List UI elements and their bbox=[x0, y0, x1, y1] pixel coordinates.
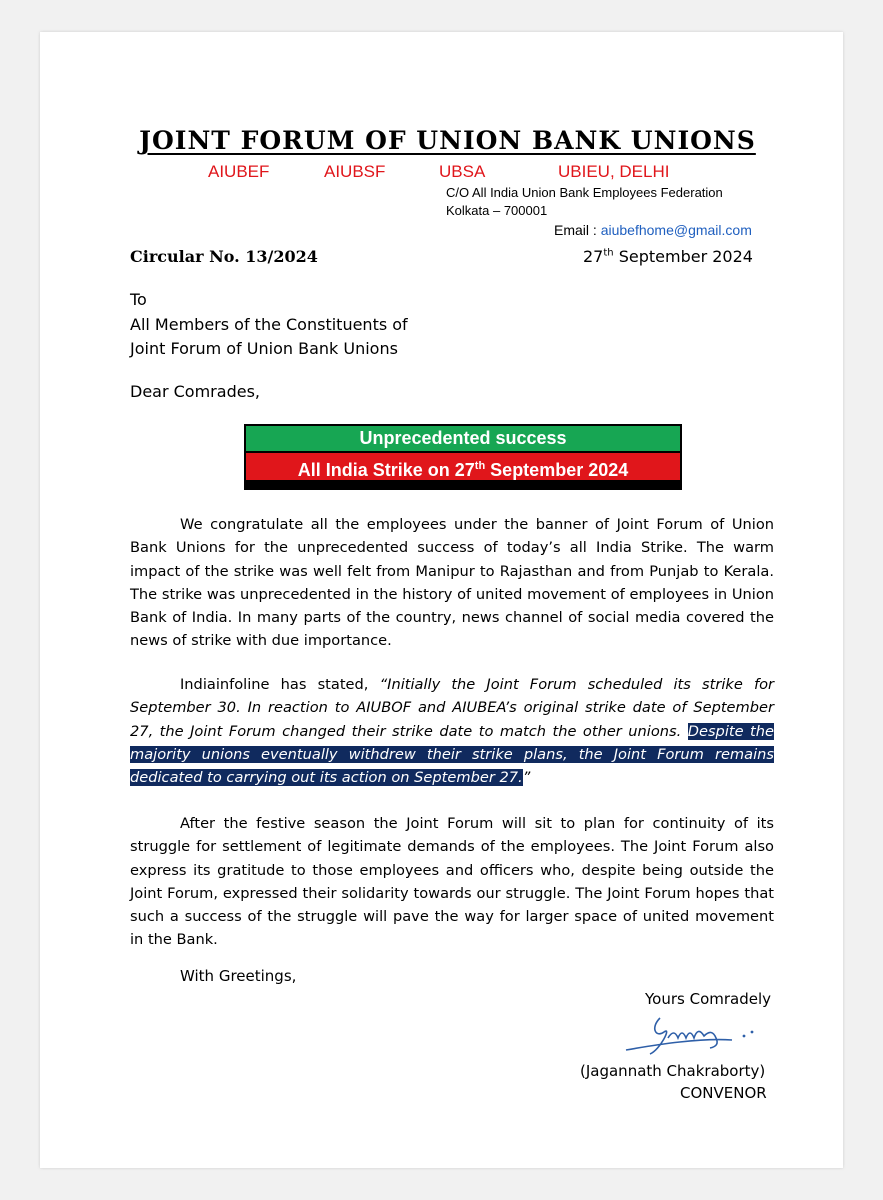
paragraph-congratulations: We congratulate all the employees under the banner of Joint Forum of Union Bank Unions for the unprecedented success of today’s all India Strike. The warm impact of the strike was well felt from Manipur to Rajasthan and from Punjab to Kerala. The strike was unprecedented in the history of united movement of employees in Union Bank of India. In many parts of the country, news channel of social media covered the news of strike with due importance. bbox=[130, 516, 774, 650]
paragraph-indiainfoline bbox=[130, 673, 774, 789]
quote-intro: Indiainfoline has stated, bbox=[180, 676, 380, 693]
date-rest: September 2024 bbox=[613, 247, 753, 266]
union-aiubef: AIUBEF bbox=[208, 162, 270, 181]
signatory-name: (Jagannath Chakraborty) bbox=[580, 1062, 766, 1080]
signature-image bbox=[620, 1010, 780, 1060]
letterhead-title: JOINT FORUM OF UNION BANK UNIONS bbox=[139, 126, 756, 155]
union-aiubsf: AIUBSF bbox=[324, 162, 386, 181]
recipient-to: To bbox=[130, 290, 147, 309]
paragraph-festive-season: After the festive season the Joint Forum will sit to plan for continuity of its struggle for settlement of legitimate demands of the employees. The Joint Forum also express its gratitude to those employees and officers who, despite being outside the Joint Forum, expressed their solidarity towards our struggle. The Joint Forum hopes that such a success of the struggle will pave the way for larger space of united movement in the Bank. bbox=[130, 815, 774, 949]
address-line-1: C/O All India Union Bank Employees Federation bbox=[446, 185, 723, 200]
signatory-role: CONVENOR bbox=[680, 1084, 767, 1102]
date-suffix: th bbox=[603, 247, 614, 259]
quote-close: ” bbox=[522, 769, 531, 787]
union-ubsa: UBSA bbox=[439, 162, 486, 181]
quote-text: “Initially the Joint Forum scheduled its strike for September 30. In reaction to AIUBOF and AIUBEA’s original strike date of September 27, the Joint Forum changed their strike date to match the other unions. bbox=[130, 676, 775, 740]
recipient-line-2: Joint Forum of Union Bank Unions bbox=[130, 339, 398, 358]
address-line-2: Kolkata – 700001 bbox=[446, 203, 548, 218]
banner-success: Unprecedented success bbox=[246, 426, 680, 451]
union-ubieu: UBIEU, DELHI bbox=[558, 162, 670, 181]
circular-date bbox=[583, 247, 753, 266]
quote-highlighted: Despite the majority unions eventually withdrew their strike plans, the Joint Forum remains dedicated to carrying out its action on September 27. bbox=[130, 722, 775, 787]
banner-strike bbox=[246, 453, 680, 480]
closing-greeting: With Greetings, bbox=[180, 967, 297, 985]
banner-strike-pre: All India Strike on 27 bbox=[297, 460, 475, 480]
circular-page bbox=[40, 32, 843, 1168]
banner-strike-sup: th bbox=[474, 460, 486, 472]
email-label: Email : bbox=[554, 222, 597, 238]
email-link[interactable]: aiubefhome@gmail.com bbox=[600, 222, 752, 238]
banner-strike-post: September 2024 bbox=[485, 460, 629, 480]
date-day: 27 bbox=[583, 247, 604, 266]
recipient-line-1: All Members of the Constituents of bbox=[130, 315, 408, 334]
closing-yours: Yours Comradely bbox=[645, 990, 772, 1008]
headline-banner bbox=[244, 424, 682, 490]
circular-number: Circular No. 13/2024 bbox=[130, 247, 318, 266]
email-line bbox=[554, 222, 752, 238]
salutation: Dear Comrades, bbox=[130, 382, 260, 401]
